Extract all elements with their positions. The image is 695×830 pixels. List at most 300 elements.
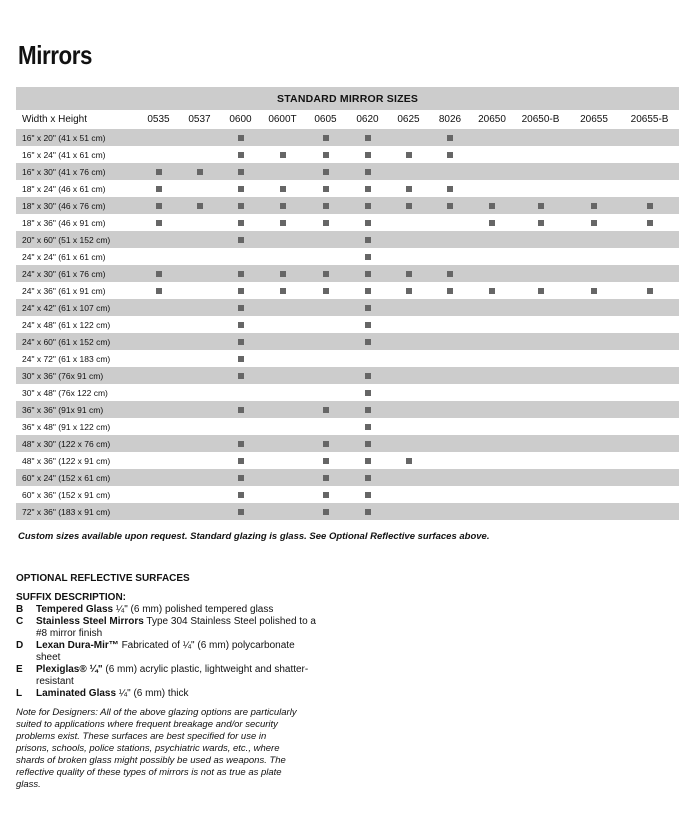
available-square-icon	[238, 356, 244, 362]
available-square-icon	[323, 186, 329, 192]
availability-cell	[220, 384, 261, 401]
availability-cell	[471, 384, 513, 401]
availability-cell	[388, 384, 429, 401]
availability-cell	[347, 452, 388, 469]
availability-cell	[388, 282, 429, 299]
availability-cell	[471, 299, 513, 316]
availability-cell	[568, 384, 620, 401]
availability-cell	[347, 180, 388, 197]
availability-cell	[513, 265, 568, 282]
availability-cell	[620, 452, 679, 469]
availability-cell	[388, 367, 429, 384]
availability-cell	[429, 129, 471, 146]
available-square-icon	[238, 186, 244, 192]
available-square-icon	[156, 203, 162, 209]
availability-cell	[179, 299, 220, 316]
availability-cell	[429, 197, 471, 214]
availability-cell	[261, 418, 304, 435]
availability-cell	[513, 214, 568, 231]
availability-cell	[261, 129, 304, 146]
available-square-icon	[365, 237, 371, 243]
suffix-item	[16, 640, 316, 664]
availability-cell	[388, 316, 429, 333]
column-header: 20655-B	[630, 114, 669, 125]
available-square-icon	[538, 288, 544, 294]
size-cell: 36" x 36" (91x 91 cm)	[16, 401, 138, 418]
table-banner: STANDARD MIRROR SIZES	[16, 87, 679, 110]
available-square-icon	[156, 288, 162, 294]
availability-cell	[138, 418, 179, 435]
size-cell: 24" x 48" (61 x 122 cm)	[22, 319, 111, 330]
available-square-icon	[365, 305, 371, 311]
suffix-name: Stainless Steel Mirrors	[36, 616, 144, 627]
availability-cell	[513, 401, 568, 418]
availability-cell	[388, 163, 429, 180]
availability-cell	[620, 299, 679, 316]
availability-cell	[304, 265, 347, 282]
available-square-icon	[197, 169, 203, 175]
availability-cell	[261, 469, 304, 486]
size-cell: 24" x 42" (61 x 107 cm)	[16, 299, 138, 316]
availability-cell	[304, 469, 347, 486]
availability-cell	[220, 418, 261, 435]
availability-cell	[513, 163, 568, 180]
available-square-icon	[447, 271, 453, 277]
availability-cell	[179, 350, 220, 367]
availability-cell	[388, 214, 429, 231]
availability-cell	[471, 316, 513, 333]
availability-cell	[568, 129, 620, 146]
availability-cell	[179, 316, 220, 333]
availability-cell	[347, 129, 388, 146]
availability-cell	[261, 316, 304, 333]
availability-cell	[179, 435, 220, 452]
suffix-description	[36, 664, 316, 688]
availability-cell	[179, 231, 220, 248]
availability-cell	[620, 384, 679, 401]
table-row	[16, 231, 679, 248]
availability-cell	[179, 214, 220, 231]
availability-cell	[304, 452, 347, 469]
availability-cell	[138, 129, 179, 146]
available-square-icon	[156, 271, 162, 277]
availability-cell	[513, 503, 568, 520]
mirror-sizes-table	[16, 87, 679, 520]
availability-cell	[568, 452, 620, 469]
available-square-icon	[489, 203, 495, 209]
availability-cell	[179, 163, 220, 180]
availability-cell	[620, 180, 679, 197]
available-square-icon	[365, 475, 371, 481]
availability-cell	[347, 146, 388, 163]
column-header: 20655	[580, 114, 608, 125]
availability-cell	[138, 248, 179, 265]
table-row	[16, 503, 679, 520]
availability-cell	[388, 503, 429, 520]
availability-cell	[220, 486, 261, 503]
availability-cell	[220, 214, 261, 231]
availability-cell	[471, 418, 513, 435]
suffix-item	[16, 604, 316, 616]
suffix-description	[36, 604, 316, 616]
availability-cell	[304, 146, 347, 163]
availability-cell	[568, 469, 620, 486]
page-title: Mirrors	[18, 40, 93, 70]
availability-cell	[388, 435, 429, 452]
size-cell: 20" x 60" (51 x 152 cm)	[16, 231, 138, 248]
availability-cell	[304, 316, 347, 333]
available-square-icon	[280, 203, 286, 209]
availability-cell	[429, 248, 471, 265]
availability-cell	[388, 146, 429, 163]
available-square-icon	[365, 441, 371, 447]
available-square-icon	[323, 509, 329, 515]
available-square-icon	[323, 458, 329, 464]
availability-cell	[388, 231, 429, 248]
availability-cell	[179, 265, 220, 282]
availability-cell	[179, 129, 220, 146]
available-square-icon	[238, 220, 244, 226]
availability-cell	[304, 418, 347, 435]
available-square-icon	[365, 169, 371, 175]
available-square-icon	[238, 339, 244, 345]
table-row	[16, 401, 679, 418]
available-square-icon	[238, 373, 244, 379]
availability-cell	[138, 367, 179, 384]
availability-cell	[138, 503, 179, 520]
availability-cell	[347, 418, 388, 435]
availability-cell	[347, 316, 388, 333]
availability-cell	[261, 146, 304, 163]
size-cell: 60" x 36" (152 x 91 cm)	[22, 489, 111, 500]
availability-cell	[471, 129, 513, 146]
column-header: 0620	[356, 114, 379, 125]
availability-cell	[513, 384, 568, 401]
available-square-icon	[323, 288, 329, 294]
available-square-icon	[365, 220, 371, 226]
table-row	[16, 435, 679, 452]
availability-cell	[471, 503, 513, 520]
availability-cell	[261, 163, 304, 180]
suffix-name: Plexiglas® ¼"	[36, 664, 103, 675]
suffix-description	[36, 688, 316, 700]
availability-cell	[304, 214, 347, 231]
size-cell: 16" x 24" (41 x 61 cm)	[22, 149, 106, 160]
size-cell: 24" x 36" (61 x 91 cm)	[22, 285, 106, 296]
availability-cell	[568, 180, 620, 197]
column-header: 8026	[438, 114, 462, 125]
available-square-icon	[406, 271, 412, 277]
available-square-icon	[323, 169, 329, 175]
suffix-list	[16, 604, 316, 700]
availability-cell	[138, 197, 179, 214]
availability-cell	[179, 469, 220, 486]
availability-cell	[304, 180, 347, 197]
availability-cell	[261, 180, 304, 197]
availability-cell	[513, 146, 568, 163]
availability-cell	[261, 401, 304, 418]
availability-cell	[429, 231, 471, 248]
suffix-name: Tempered Glass	[36, 604, 114, 615]
availability-cell	[304, 197, 347, 214]
availability-cell	[138, 146, 179, 163]
availability-cell	[179, 367, 220, 384]
available-square-icon	[447, 135, 453, 141]
availability-cell	[220, 316, 261, 333]
suffix-name: Laminated Glass	[36, 688, 117, 699]
column-header: 20650-B	[521, 114, 560, 125]
available-square-icon	[238, 152, 244, 158]
availability-cell	[568, 503, 620, 520]
availability-cell	[347, 486, 388, 503]
availability-cell	[388, 299, 429, 316]
suffix-desc: ¼" (6 mm) thick	[116, 688, 189, 699]
availability-cell	[513, 282, 568, 299]
available-square-icon	[156, 169, 162, 175]
availability-cell	[429, 214, 471, 231]
table-row	[16, 180, 679, 197]
available-square-icon	[365, 288, 371, 294]
availability-cell	[568, 316, 620, 333]
availability-cell	[429, 469, 471, 486]
availability-cell	[138, 282, 179, 299]
availability-cell	[261, 231, 304, 248]
availability-cell	[429, 146, 471, 163]
availability-cell	[261, 214, 304, 231]
available-square-icon	[238, 475, 244, 481]
available-square-icon	[365, 339, 371, 345]
size-cell: 18" x 24" (46 x 61 cm)	[22, 183, 106, 194]
availability-cell	[220, 469, 261, 486]
availability-cell	[347, 333, 388, 350]
availability-cell	[388, 248, 429, 265]
suffix-letter: C	[16, 616, 24, 627]
availability-cell	[471, 350, 513, 367]
available-square-icon	[447, 186, 453, 192]
availability-cell	[513, 129, 568, 146]
availability-cell	[620, 129, 679, 146]
availability-cell	[568, 265, 620, 282]
available-square-icon	[323, 492, 329, 498]
availability-cell	[179, 486, 220, 503]
available-square-icon	[365, 186, 371, 192]
availability-cell	[429, 163, 471, 180]
availability-cell	[220, 248, 261, 265]
available-square-icon	[406, 186, 412, 192]
availability-cell	[620, 435, 679, 452]
availability-cell	[471, 282, 513, 299]
available-square-icon	[238, 441, 244, 447]
available-square-icon	[365, 407, 371, 413]
table-row	[16, 248, 679, 265]
availability-cell	[304, 503, 347, 520]
availability-cell	[138, 384, 179, 401]
availability-cell	[179, 248, 220, 265]
suffix-letter: B	[16, 604, 24, 615]
availability-cell	[471, 214, 513, 231]
availability-cell	[261, 503, 304, 520]
available-square-icon	[406, 152, 412, 158]
available-square-icon	[156, 186, 162, 192]
availability-cell	[620, 231, 679, 248]
available-square-icon	[238, 237, 244, 243]
availability-cell	[347, 282, 388, 299]
suffix-description-heading: SUFFIX DESCRIPTION:	[16, 592, 127, 603]
column-header: 0535	[147, 114, 170, 125]
available-square-icon	[365, 424, 371, 430]
availability-cell	[513, 248, 568, 265]
custom-sizes-note: Custom sizes available upon request. Standard glazing is glass. See Optional Reflective surfaces above.	[18, 531, 490, 542]
table-row	[16, 384, 679, 401]
availability-cell	[220, 163, 261, 180]
availability-cell	[620, 214, 679, 231]
availability-cell	[429, 401, 471, 418]
available-square-icon	[447, 203, 453, 209]
availability-cell	[429, 299, 471, 316]
available-square-icon	[406, 203, 412, 209]
available-square-icon	[238, 458, 244, 464]
availability-cell	[568, 214, 620, 231]
availability-cell	[261, 367, 304, 384]
availability-cell	[347, 265, 388, 282]
availability-cell	[620, 316, 679, 333]
size-cell: 72" x 36" (183 x 91 cm)	[16, 503, 138, 520]
available-square-icon	[591, 288, 597, 294]
availability-cell	[138, 214, 179, 231]
availability-cell	[220, 299, 261, 316]
availability-cell	[471, 265, 513, 282]
column-header: 0600T	[268, 114, 297, 125]
availability-cell	[471, 401, 513, 418]
availability-cell	[568, 333, 620, 350]
suffix-description	[36, 616, 316, 640]
availability-cell	[261, 333, 304, 350]
suffix-name: Lexan Dura-Mir™	[36, 640, 119, 651]
available-square-icon	[238, 288, 244, 294]
availability-cell	[220, 231, 261, 248]
availability-cell	[429, 435, 471, 452]
suffix-letter: L	[16, 688, 23, 699]
size-column-header: Width x Height	[22, 114, 88, 125]
availability-cell	[388, 180, 429, 197]
available-square-icon	[365, 152, 371, 158]
availability-cell	[620, 265, 679, 282]
availability-cell	[220, 452, 261, 469]
availability-cell	[513, 299, 568, 316]
size-cell: 18" x 36" (46 x 91 cm)	[22, 217, 106, 228]
size-cell: 24" x 72" (61 x 183 cm)	[22, 353, 111, 364]
column-header: 0605	[314, 114, 337, 125]
availability-cell	[304, 129, 347, 146]
availability-cell	[261, 435, 304, 452]
availability-cell	[513, 180, 568, 197]
available-square-icon	[538, 220, 544, 226]
availability-cell	[304, 163, 347, 180]
availability-cell	[261, 486, 304, 503]
available-square-icon	[238, 271, 244, 277]
availability-cell	[179, 180, 220, 197]
availability-cell	[568, 401, 620, 418]
available-square-icon	[323, 271, 329, 277]
availability-cell	[261, 265, 304, 282]
availability-cell	[388, 418, 429, 435]
availability-cell	[388, 197, 429, 214]
availability-cell	[138, 469, 179, 486]
availability-cell	[429, 333, 471, 350]
available-square-icon	[323, 220, 329, 226]
suffix-item	[16, 616, 316, 640]
availability-cell	[620, 282, 679, 299]
table-row	[16, 214, 679, 231]
available-square-icon	[238, 322, 244, 328]
availability-cell	[179, 503, 220, 520]
availability-cell	[471, 248, 513, 265]
available-square-icon	[238, 169, 244, 175]
availability-cell	[568, 350, 620, 367]
availability-cell	[513, 316, 568, 333]
available-square-icon	[238, 305, 244, 311]
available-square-icon	[647, 288, 653, 294]
availability-cell	[620, 418, 679, 435]
availability-cell	[620, 248, 679, 265]
suffix-desc: Fabricated of ¼" (6 mm) polycarbonate sheet	[36, 640, 295, 663]
available-square-icon	[406, 458, 412, 464]
available-square-icon	[365, 203, 371, 209]
availability-cell	[304, 384, 347, 401]
availability-cell	[471, 435, 513, 452]
availability-cell	[347, 350, 388, 367]
availability-cell	[261, 197, 304, 214]
table-row	[16, 316, 679, 333]
availability-cell	[471, 231, 513, 248]
column-header: 0537	[188, 114, 211, 125]
availability-cell	[179, 333, 220, 350]
availability-cell	[568, 367, 620, 384]
availability-cell	[304, 282, 347, 299]
availability-cell	[220, 350, 261, 367]
availability-cell	[347, 231, 388, 248]
availability-cell	[568, 248, 620, 265]
availability-cell	[304, 486, 347, 503]
availability-cell	[261, 384, 304, 401]
availability-cell	[471, 469, 513, 486]
available-square-icon	[406, 288, 412, 294]
suffix-description	[36, 640, 316, 664]
availability-cell	[471, 146, 513, 163]
available-square-icon	[197, 203, 203, 209]
availability-cell	[620, 350, 679, 367]
availability-cell	[568, 486, 620, 503]
size-cell: 60" x 24" (152 x 61 cm)	[16, 469, 138, 486]
availability-cell	[513, 469, 568, 486]
availability-cell	[388, 486, 429, 503]
availability-cell	[429, 265, 471, 282]
availability-cell	[304, 299, 347, 316]
availability-cell	[220, 180, 261, 197]
available-square-icon	[447, 152, 453, 158]
availability-cell	[179, 282, 220, 299]
size-cell: 30" x 48" (76x 122 cm)	[22, 387, 108, 398]
availability-cell	[179, 146, 220, 163]
availability-cell	[388, 129, 429, 146]
availability-cell	[568, 435, 620, 452]
table-row	[16, 350, 679, 367]
availability-cell	[429, 452, 471, 469]
availability-cell	[138, 163, 179, 180]
availability-cell	[179, 418, 220, 435]
availability-cell	[513, 452, 568, 469]
available-square-icon	[365, 254, 371, 260]
